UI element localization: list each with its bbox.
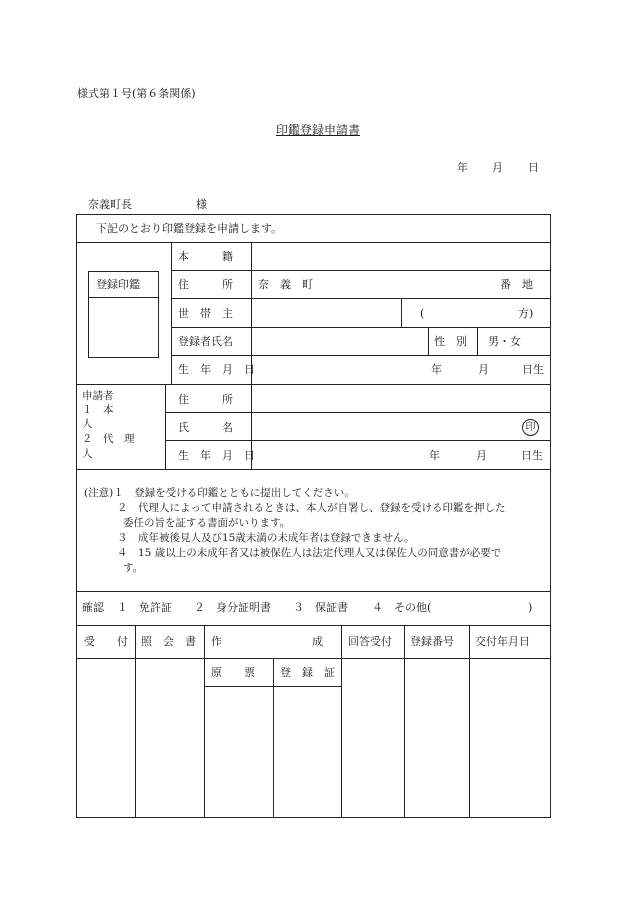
office-genpyo: 原 票 xyxy=(211,666,255,679)
app-label-col-line xyxy=(165,384,166,469)
confirm-license: １ 免許証 xyxy=(117,601,172,614)
app-address-label: 住 所 xyxy=(178,393,233,406)
intro-text: 下記のとおり印鑑登録を申請します。 xyxy=(96,222,283,235)
applicant-label-5: 人 xyxy=(82,448,93,460)
box-bottom-line xyxy=(76,817,551,818)
office-sakusei-left: 作 xyxy=(211,635,222,648)
birth-month: 月 xyxy=(478,363,489,376)
birthdate-label: 生 年 月 日 xyxy=(178,363,255,376)
office-toroku-sho: 登 録 証 xyxy=(280,666,335,679)
date-year: 年 xyxy=(457,161,468,174)
office-col6-line xyxy=(469,625,470,818)
notes-bottom-line xyxy=(76,591,551,592)
office-kofu: 交付年月日 xyxy=(475,635,530,648)
app-birth-day: 日生 xyxy=(521,449,543,462)
note-2-line1: ２ 代理人によって申請されるときは、本人が自署し、登録を受ける印鑑を押した xyxy=(117,502,506,514)
confirm-other: ４ その他( xyxy=(372,601,432,614)
reg-row3b-line xyxy=(251,327,551,328)
town-name: 奈 義 町 xyxy=(258,278,313,291)
app-birth-month: 月 xyxy=(476,449,487,462)
sex-label: 性 別 xyxy=(434,335,467,348)
office-header-line xyxy=(76,658,551,659)
box-right-line xyxy=(550,214,551,818)
app-name-label: 氏 名 xyxy=(178,421,233,434)
birth-year: 年 xyxy=(431,363,442,376)
form-number: 様式第１号(第６条関係) xyxy=(77,87,196,100)
box-left-line xyxy=(76,214,77,818)
addressee-name: 奈義町長 xyxy=(88,198,132,211)
app-birthdate-label: 生 年 月 日 xyxy=(178,449,255,462)
date-day: 日 xyxy=(528,161,539,174)
box-top-line xyxy=(76,214,551,215)
office-shokaisho: 照 会 書 xyxy=(141,635,196,648)
confirm-bottom-line xyxy=(76,625,551,626)
office-col2-line xyxy=(204,625,205,818)
birth-day: 日生 xyxy=(522,363,544,376)
app-row1-line xyxy=(165,412,551,413)
note-3: ３ 成年被後見人及び15歳未満の未成年者は登録できません。 xyxy=(117,532,415,544)
sex-label-right-line xyxy=(477,327,478,355)
date-month: 月 xyxy=(492,161,503,174)
app-birth-year: 年 xyxy=(429,449,440,462)
confirm-label: 確認 xyxy=(82,601,104,614)
address-label: 住 所 xyxy=(178,278,233,291)
applicant-label-1: 申請者 xyxy=(82,390,114,402)
note-2-line2: 委任の旨を証する書面がいります。 xyxy=(123,517,291,529)
office-sakusei-right: 成 xyxy=(312,635,323,648)
addressee-sama: 様 xyxy=(196,198,207,211)
confirm-guarantee: ３ 保証書 xyxy=(293,601,348,614)
honseki-label: 本 籍 xyxy=(178,250,233,263)
intro-divider xyxy=(76,242,551,243)
office-col4-line xyxy=(341,625,342,818)
banchi-label: 番 地 xyxy=(500,278,533,291)
office-uketsuke: 受 付 xyxy=(84,635,128,648)
form-title: 印鑑登録申請書 xyxy=(276,123,361,137)
seal-box-divider xyxy=(88,297,158,298)
reg-row2-line xyxy=(171,298,551,299)
note-lead: (注意)１ 登録を受ける印鑑とともに提出してください。 xyxy=(84,487,355,499)
applicant-label-3: 人 xyxy=(82,418,93,430)
office-col5-line xyxy=(404,625,405,818)
app-bottom-line xyxy=(76,469,551,470)
householder-label: 世 帯 主 xyxy=(178,307,233,320)
reg-row4-line xyxy=(171,355,551,356)
reg-bottom-line xyxy=(76,384,551,385)
sex-label-left-line xyxy=(428,327,429,355)
office-col1-line xyxy=(135,625,136,818)
sex-value: 男・女 xyxy=(488,335,521,348)
householder-split-line xyxy=(401,298,402,327)
applicant-label-4: ２ 代 理 xyxy=(82,433,135,445)
office-kaito: 回答受付 xyxy=(348,635,392,648)
seal-box-label: 登録印鑑 xyxy=(96,278,140,291)
office-col3-line xyxy=(273,658,274,818)
householder-paren-open: ( xyxy=(420,307,425,320)
reg-row1-line xyxy=(171,270,551,271)
note-4-line1: ４ 15 歳以上の未成年者又は被保佐人は法定代理人又は保佐人の同意書が必要で xyxy=(117,547,502,559)
householder-kata: 方) xyxy=(518,307,534,320)
note-4-line2: す。 xyxy=(123,562,144,574)
registrant-name-label: 登録者氏名 xyxy=(178,335,233,348)
reg-label-col-line xyxy=(171,242,172,384)
seal-mark-icon: 印 xyxy=(522,419,539,436)
app-row2-line xyxy=(165,440,551,441)
confirm-id: ２ 身分証明書 xyxy=(194,601,271,614)
applicant-label-2: １ 本 xyxy=(82,404,114,416)
office-toroku-bango: 登録番号 xyxy=(410,635,454,648)
confirm-close: ) xyxy=(528,601,533,614)
